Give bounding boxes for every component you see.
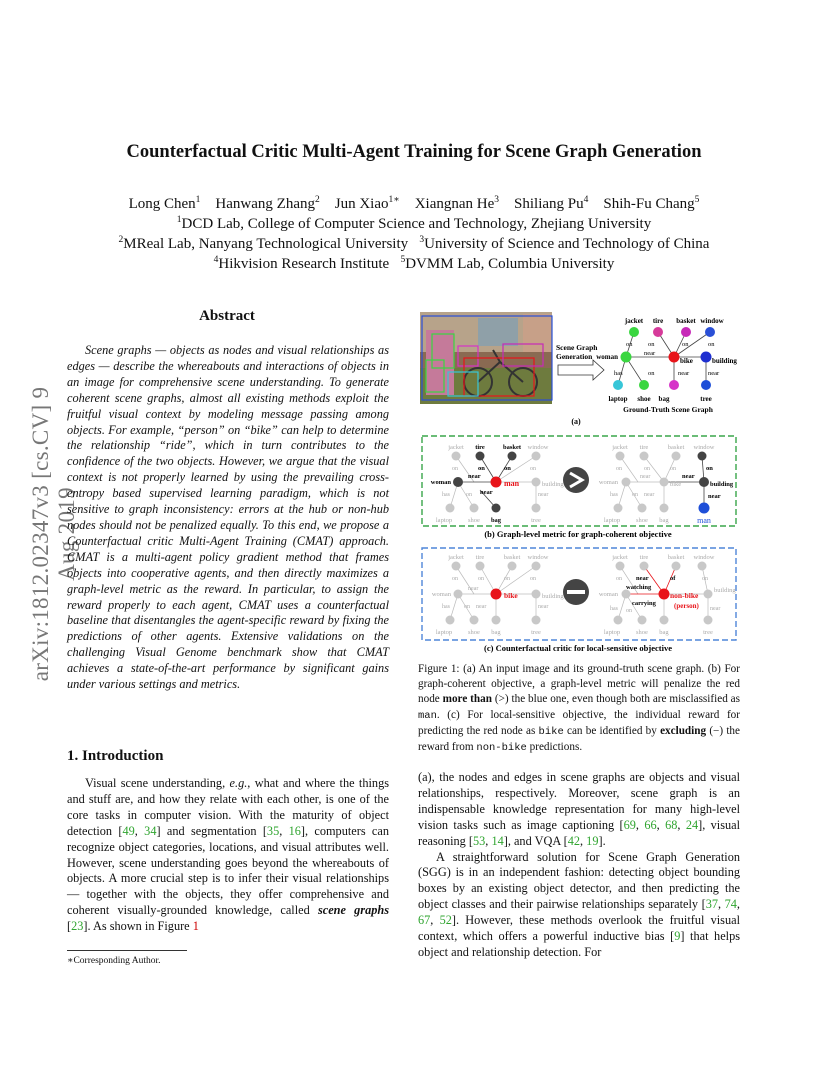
svg-text:near: near (710, 606, 721, 612)
figure-1 (418, 310, 740, 655)
svg-text:jacket: jacket (612, 444, 628, 451)
svg-text:on: on (478, 576, 484, 582)
svg-text:laptop: laptop (608, 395, 628, 403)
svg-text:near: near (538, 492, 549, 498)
svg-text:jacket: jacket (448, 554, 464, 561)
svg-text:jacket: jacket (448, 444, 464, 451)
input-image (420, 312, 552, 404)
citation-link[interactable]: 69 (623, 817, 636, 832)
svg-text:near: near (640, 474, 651, 480)
intro-column-right: (a), the nodes and edges in scene graphs are objects and visual relationships, respectively. Moreover, scene graph is an indispensable knowledge representation for many high-level vision tasks such as image captioning [69, 66, 68, 24], visual reasoning [53, 14], and VQA [42, 19]. A straightforward solution for Scene Graph Generation (SGG) is in an independent fashion: detecting object bounding boxes by an existing object detector, and then predicting the object classes and their pairwise relationships separately [37, 74, 67, 52]. However, these methods overlook the fruitful visual context, which offers a powerful inductive bias [9] that helps object and relationship detection. For (418, 770, 741, 959)
svg-text:bike: bike (504, 591, 518, 600)
author: Hanwang Zhang$^2$ (215, 195, 320, 212)
svg-text:on: on (504, 576, 510, 582)
svg-text:window: window (693, 444, 715, 451)
svg-text:building: building (712, 357, 737, 365)
svg-text:on: on (530, 466, 536, 472)
author-list (0, 194, 828, 214)
sg-gen-label: Scene Graph (556, 343, 598, 352)
citation-link[interactable]: 49 (122, 823, 135, 838)
figure-ref-link[interactable]: 1 (192, 919, 199, 934)
svg-text:building: building (542, 481, 564, 488)
svg-text:bag: bag (659, 629, 669, 636)
svg-text:basket: basket (676, 317, 696, 325)
panel-c-left-graph (432, 554, 565, 636)
svg-text:near: near (468, 473, 481, 480)
svg-text:on: on (530, 576, 536, 582)
panel-b-right-graph (599, 444, 734, 525)
svg-text:tire: tire (639, 444, 649, 451)
svg-text:on: on (626, 341, 633, 348)
svg-text:bag: bag (490, 517, 502, 524)
svg-text:building: building (714, 587, 736, 594)
author: Shih-Fu Chang$^5$ (603, 195, 700, 212)
svg-text:non-bike: non-bike (670, 591, 699, 600)
svg-text:on: on (702, 576, 708, 582)
subfig-b-label: (b) Graph-level metric for graph-coherent objective (484, 529, 672, 539)
svg-text:on: on (644, 466, 650, 472)
svg-text:tire: tire (639, 554, 649, 561)
footnote: ∗Corresponding Author. (67, 956, 161, 966)
svg-text:on: on (478, 465, 485, 472)
svg-text:tree: tree (700, 395, 712, 403)
citation-link[interactable]: 68 (665, 817, 678, 832)
svg-text:laptop: laptop (435, 517, 453, 524)
svg-text:on: on (682, 341, 689, 348)
greater-than-icon (563, 467, 589, 493)
svg-text:near: near (538, 604, 549, 610)
svg-text:tree: tree (531, 517, 541, 524)
abstract-heading: Abstract (199, 308, 255, 324)
abstract-text: Scene graphs — objects as nodes and visual relationships as edges — describe the whereabouts and interactions of objects in an image for comprehensive scene understanding. To generate coherent scene graphs, almost all existing methods exploit the fruitful visual context by modeling message passing among objects. For example, “person” on “bike” can help to determine the relationship “ride”, which in turn contributes to the confidence of the two objects. However, we argue that the visual context is not properly learned by using the prevailing cross-entropy based supervised learning paradigm, which is not sensitive to graph inconsistency: errors at the hub or non-hub nodes should not be penalized equally. To this end, we propose a Counterfactual critic Multi-Agent Training (CMAT) approach. CMAT is a multi-agent policy gradient method that frames objects into cooperative agents, and then directly maximizes a graph-level metric as the reward. In particular, to assign the reward properly to each agent, CMAT uses a counterfactual baseline that disentangles the agent-specific reward by fixing the predictions of other agents. Extensive validations on the challenging Visual Genome benchmark show that CMAT achieves a state-of-the-art performance by significant gains under various settings and metrics. (67, 343, 389, 692)
svg-text:bag: bag (658, 395, 670, 403)
sg-gen-label: Generation (556, 352, 593, 361)
svg-text:bag: bag (491, 629, 501, 636)
svg-text:on: on (632, 492, 638, 498)
svg-text:on: on (670, 466, 676, 472)
svg-text:shoe: shoe (636, 629, 648, 636)
svg-text:on: on (616, 466, 622, 472)
svg-text:shoe: shoe (637, 395, 651, 403)
svg-text:near: near (636, 575, 649, 582)
svg-text:has: has (614, 370, 623, 377)
author: Long Chen$^1$ (128, 195, 201, 212)
svg-text:man: man (697, 516, 711, 525)
svg-text:near: near (468, 586, 479, 592)
arxiv-stamp: arXiv:1812.02347v3 [cs.CV] 9 Aug 2019 (28, 386, 79, 682)
figure-caption: Figure 1: (a) An input image and its ground-truth scene graph. (b) For graph-coherent objective, a graph-level metric will penalize the red node more than (>) the blue one, even though both are misclassified as man. (c) For local-sensitive objective, the individual reward for predicting the red node as bike can be identified by excluding (−) the reward from non-bike predictions. (418, 663, 740, 755)
svg-text:on: on (504, 465, 511, 472)
svg-text:near: near (682, 473, 695, 480)
citation-link[interactable]: 34 (144, 823, 157, 838)
svg-text:on: on (616, 576, 622, 582)
svg-text:window: window (700, 317, 724, 325)
svg-text:on: on (648, 370, 655, 377)
svg-text:laptop: laptop (603, 629, 621, 636)
minus-icon (563, 579, 589, 605)
svg-text:has: has (610, 492, 618, 498)
svg-text:basket: basket (503, 554, 521, 561)
svg-text:shoe: shoe (636, 517, 648, 524)
generation-arrow-icon (558, 360, 604, 380)
svg-text:has: has (610, 606, 618, 612)
svg-text:bike: bike (670, 481, 682, 488)
svg-text:basket: basket (667, 444, 685, 451)
svg-text:of: of (670, 575, 676, 582)
citation-link[interactable]: 9 (674, 929, 681, 944)
svg-text:near: near (644, 492, 655, 498)
subfig-c-label: (c) Counterfactual critic for local-sensitive objective (484, 643, 672, 653)
svg-text:tire: tire (475, 554, 485, 561)
svg-text:on: on (708, 341, 715, 348)
citation-link[interactable]: 19 (586, 833, 599, 848)
svg-text:bag: bag (659, 517, 669, 524)
citation-link[interactable]: 37 (705, 897, 718, 912)
svg-text:shoe: shoe (468, 629, 480, 636)
svg-text:shoe: shoe (468, 517, 480, 524)
citation-link[interactable]: 67 (418, 913, 431, 928)
svg-text:window: window (527, 554, 549, 561)
svg-text:window: window (693, 554, 715, 561)
author: Xiangnan He$^3$ (414, 195, 500, 212)
citation-link[interactable]: 52 (439, 913, 452, 928)
svg-text:laptop: laptop (603, 517, 621, 524)
svg-text:has: has (442, 492, 450, 498)
svg-text:has: has (442, 604, 450, 610)
svg-text:watching: watching (626, 584, 652, 591)
citation-link[interactable]: 74 (724, 897, 737, 912)
svg-text:near: near (708, 493, 721, 500)
gt-label: Ground-Truth Scene Graph (623, 405, 713, 414)
intro-column-left: Visual scene understanding, e.g., what and where the things and stuff are, and how they relate with each other, is one of the core tasks in computer vision. With the maturity of object detection [49, 34] and segmentation [35, 16], computers can recognize object categories, locations, and visual attributes well. However, scene understanding goes beyond the whereabouts of objects. A more crucial step is to infer their visual relationships — together with the objects, they offer comprehensive and coherent visually-grounded knowledge, called scene graphs [23]. As shown in Figure 1 (67, 776, 390, 934)
panel-c-right-graph (599, 554, 737, 636)
svg-text:on: on (466, 492, 472, 498)
svg-text:on: on (648, 341, 655, 348)
footnote-rule (67, 950, 187, 951)
subfig-a-label: (a) (571, 417, 581, 426)
svg-text:carrying: carrying (632, 600, 656, 607)
svg-text:on: on (452, 466, 458, 472)
svg-text:woman: woman (598, 591, 618, 598)
ground-truth-graph (596, 317, 737, 403)
citation-link[interactable]: 35 (266, 823, 280, 838)
affiliation-line: $^2$MReal Lab, Nanyang Technological University $^3$University of Science and Technology of China (118, 235, 710, 252)
svg-text:woman: woman (430, 479, 451, 486)
svg-text:basket: basket (502, 444, 522, 451)
svg-text:on: on (626, 608, 632, 614)
citation-link[interactable]: 14 (491, 833, 504, 848)
svg-text:tire: tire (475, 444, 485, 451)
author: Shiliang Pu$^4$ (514, 195, 589, 212)
panel-b-left-graph (431, 444, 565, 524)
svg-text:woman: woman (596, 353, 618, 361)
svg-text:near: near (678, 370, 690, 377)
svg-text:window: window (527, 444, 549, 451)
citation-link[interactable]: 24 (685, 817, 699, 832)
svg-text:tree: tree (531, 629, 541, 636)
author: Jun Xiao$^{1∗}$ (334, 195, 400, 212)
svg-text:(person): (person) (674, 602, 699, 610)
svg-text:laptop: laptop (435, 629, 453, 636)
svg-text:jacket: jacket (612, 554, 628, 561)
citation-link[interactable]: 66 (644, 817, 657, 832)
svg-text:near: near (480, 489, 493, 496)
svg-text:woman: woman (598, 479, 618, 486)
svg-text:man: man (504, 479, 520, 488)
svg-text:near: near (644, 350, 656, 357)
svg-text:jacket: jacket (624, 317, 644, 325)
svg-text:bike: bike (680, 357, 693, 365)
svg-text:on: on (452, 576, 458, 582)
svg-text:tire: tire (652, 317, 664, 325)
svg-text:basket: basket (667, 554, 685, 561)
svg-text:near: near (708, 370, 720, 377)
citation-link[interactable]: 16 (288, 823, 301, 838)
affiliation-line: $^4$Hikvision Research Institute $^5$DVMM Lab, Columbia University (213, 255, 615, 272)
citation-link[interactable]: 53 (472, 833, 486, 848)
citation-link[interactable]: 23 (71, 919, 84, 934)
svg-text:near: near (476, 604, 487, 610)
svg-text:building: building (710, 481, 734, 488)
svg-text:building: building (542, 593, 564, 600)
section-heading: 1. Introduction (67, 748, 164, 764)
paper-title: Counterfactual Critic Multi-Agent Training for Scene Graph Generation (126, 142, 702, 162)
svg-text:tree: tree (703, 629, 713, 636)
citation-link[interactable]: 42 (567, 833, 581, 848)
svg-text:woman: woman (431, 591, 451, 598)
svg-text:on: on (464, 604, 470, 610)
affiliation-line: $^1$DCD Lab, College of Computer Science and Technology, Zhejiang University (176, 215, 652, 232)
svg-text:on: on (706, 465, 713, 472)
